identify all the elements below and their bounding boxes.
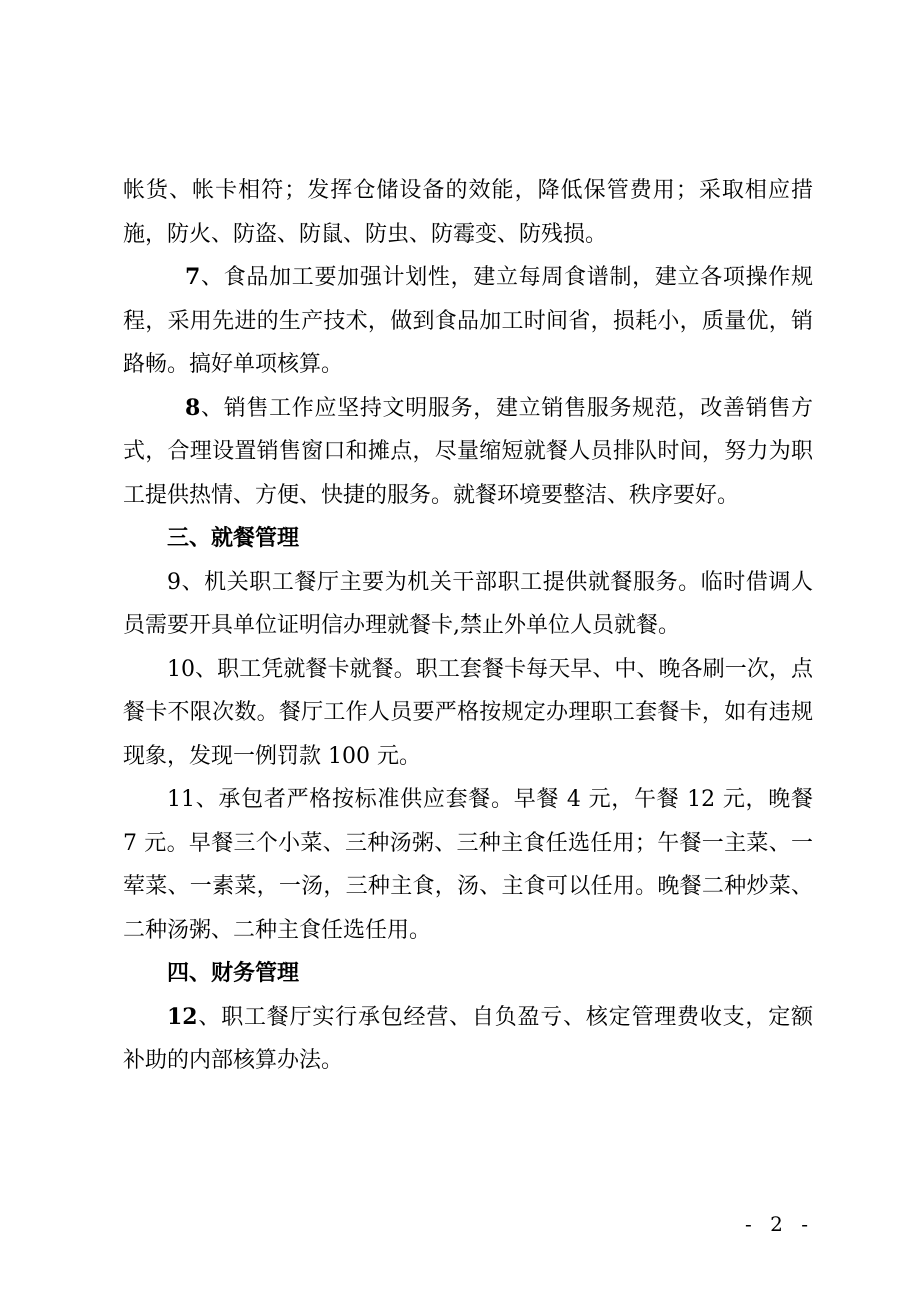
paragraph-9: 9、机关职工餐厅主要为机关干部职工提供就餐服务。临时借调人员需要开具单位证明信办理就餐卡,禁止外单位人员就餐。: [123, 569, 813, 638]
paragraph-12: [123, 996, 813, 1083]
paragraph-number: 7: [185, 264, 201, 290]
paragraph-text: 、销售工作应坚持文明服务，建立销售服务规范，改善销售方式，合理设置销售窗口和摊点，尽量缩短就餐人员排队时间，努力为职工提供热情、方便、快捷的服务。就餐环境要整洁、秩序要好。: [123, 395, 813, 508]
paragraph-text: 、职工餐厅实行承包经营、自负盈亏、核定管理费收支，定额补助的内部核算办法。: [123, 1004, 813, 1073]
paragraph-text: 帐货、帐卡相符；发挥仓储设备的效能，降低保管费用；采取相应措施，防火、防盗、防鼠、防虫、防霉变、防残损。: [123, 178, 813, 247]
paragraph-7: [123, 256, 813, 387]
paragraph-8: [123, 387, 813, 518]
section-heading-dining: 三、就餐管理: [167, 526, 300, 551]
paragraph-text: 、食品加工要加强计划性，建立每周食谱制，建立各项操作规程，采用先进的生产技术，做到食品加工时间省，损耗小，质量优，销路畅。搞好单项核算。: [123, 265, 813, 377]
document-body: [123, 169, 813, 1083]
page-number: - 2 -: [745, 1212, 814, 1236]
paragraph-10: 10、职工凭就餐卡就餐。职工套餐卡每天早、中、晚各刷一次，点餐卡不限次数。餐厅工作人员要严格按规定办理职工套餐卡，如有违规现象，发现一例罚款 100 元。: [123, 656, 813, 769]
paragraph-number: 8: [185, 394, 201, 421]
paragraph-number: 12: [167, 1003, 198, 1030]
section-heading-finance: 四、财务管理: [167, 961, 300, 986]
paragraph-6-continued: [123, 169, 813, 256]
paragraph-11: 11、承包者严格按标准供应套餐。早餐 4 元，午餐 12 元，晚餐 7 元。早餐三个小菜、三种汤粥、三种主食任选任用；午餐一主菜、一荤菜、一素菜，一汤，三种主食，汤、主食可以任用。晚餐二种炒菜、二种汤粥、二种主食任选任用。: [123, 787, 813, 943]
